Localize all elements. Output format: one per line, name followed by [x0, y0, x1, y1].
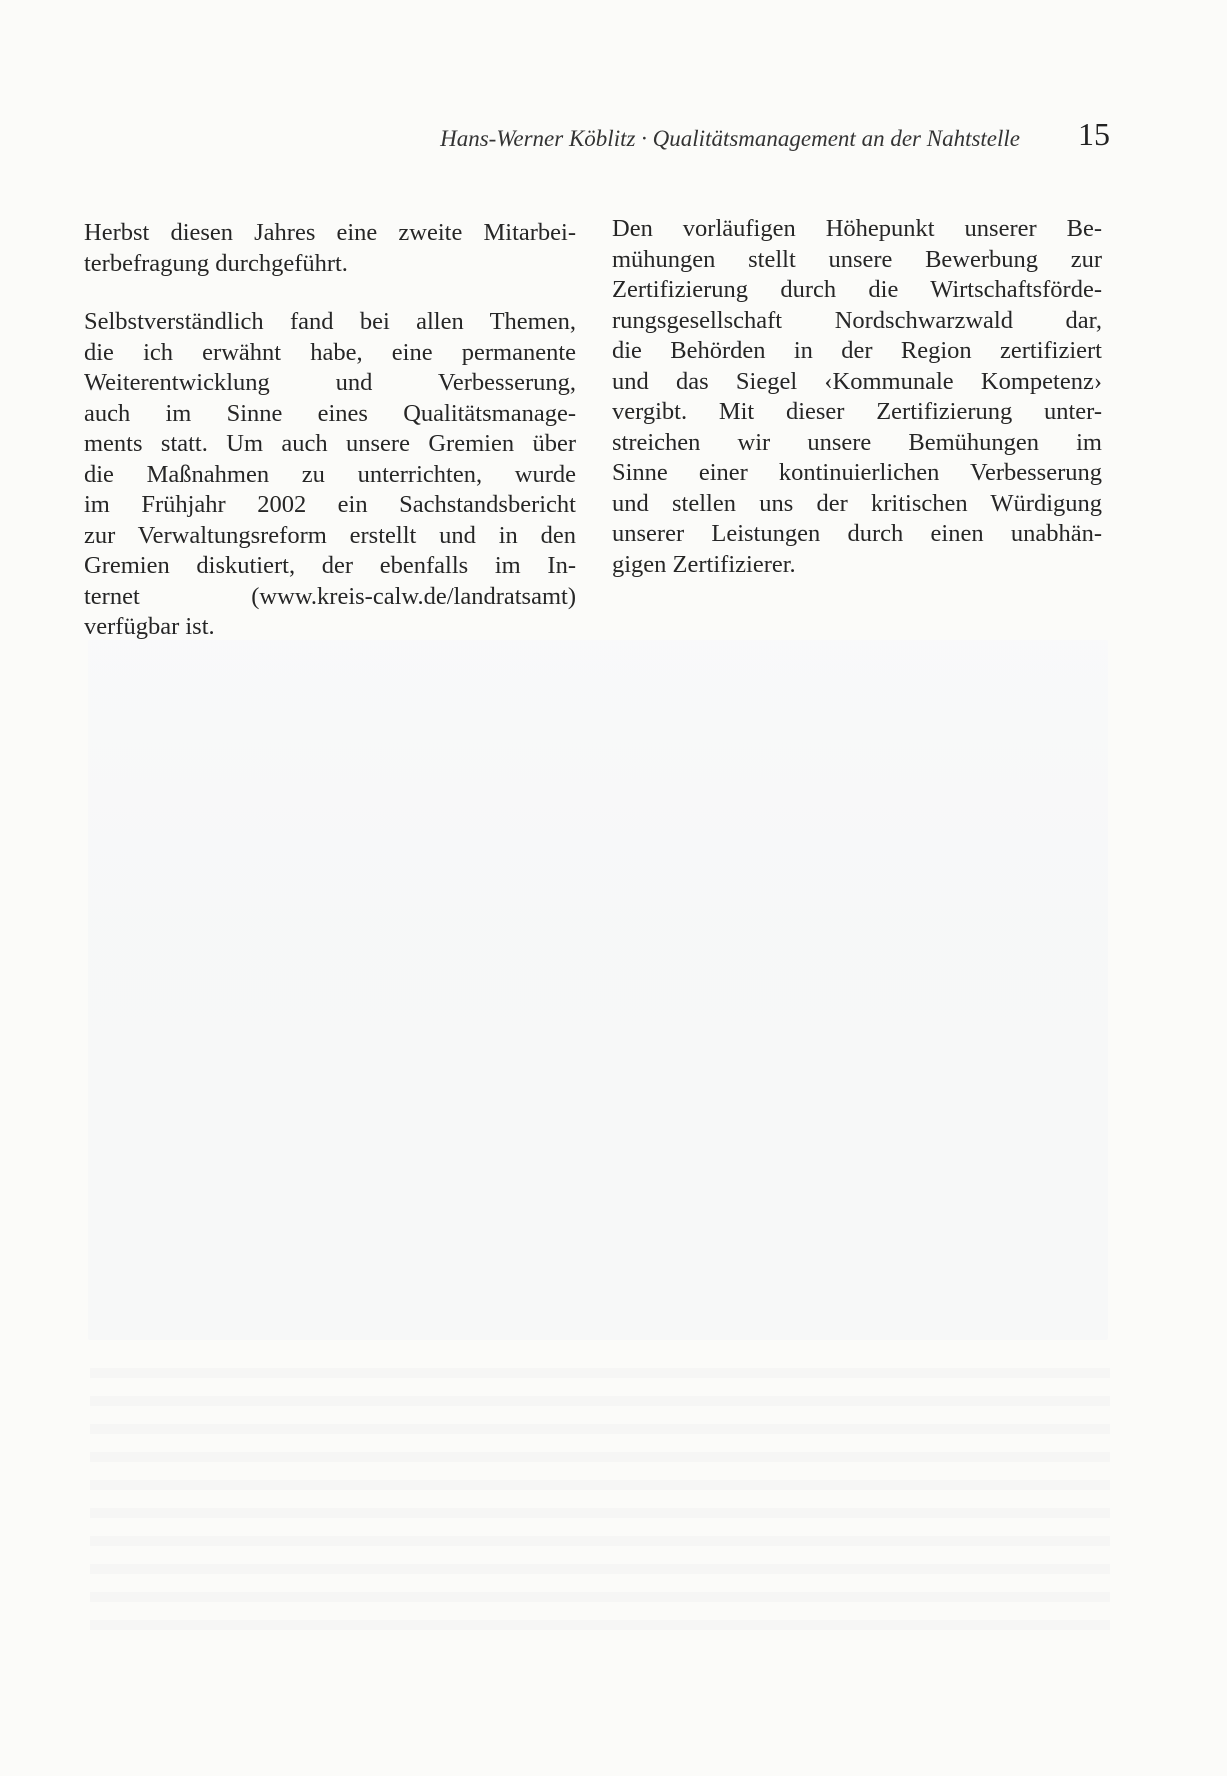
paragraph	[84, 307, 576, 643]
right-column	[612, 214, 1102, 608]
text-line: Gremien diskutiert, der ebenfalls im In-	[84, 552, 576, 579]
text-line: mühungen stellt unsere Bewerbung zur	[612, 245, 1102, 273]
text-line: Zertifizierung durch die Wirtschaftsförde-	[612, 276, 1102, 303]
show-through-text	[90, 1350, 1110, 1640]
text-line: Den vorläufigen Höhepunkt unserer Be-	[612, 215, 1102, 242]
page-number: 15	[1078, 116, 1110, 152]
paragraph	[84, 218, 576, 279]
show-through-image	[88, 640, 1108, 1340]
text-line: ments statt. Um auch unsere Gremien über	[84, 430, 576, 457]
text-line: zur Verwaltungsreform erstellt und in den	[84, 521, 576, 549]
text-line: unserer Leistungen durch einen unabhän-	[612, 520, 1102, 547]
text-line: vergibt. Mit dieser Zertifizierung unter-	[612, 398, 1102, 425]
text-line: die Behörden in der Region zertifiziert	[612, 337, 1102, 364]
text-line: die ich erwähnt habe, eine permanente	[84, 338, 576, 366]
text-line: streichen wir unsere Bemühungen im	[612, 428, 1102, 456]
text-line: terbefragung durchgeführt.	[84, 249, 348, 277]
text-line: Herbst diesen Jahres eine zweite Mitarbei-	[84, 219, 576, 246]
text-line: die Maßnahmen zu unterrichten, wurde	[84, 460, 576, 488]
text-line: und stellen uns der kritischen Würdigung	[612, 489, 1102, 517]
text-line: gigen Zertifizierer.	[612, 550, 796, 578]
text-line: verfügbar ist.	[84, 613, 215, 640]
text-line: rungsgesellschaft Nordschwarzwald dar,	[612, 306, 1102, 334]
text-line: Weiterentwicklung und Verbesserung,	[84, 369, 576, 396]
text-line: und das Siegel ‹Kommunale Kompetenz›	[612, 367, 1102, 395]
text-line: auch im Sinne eines Qualitätsmanage-	[84, 399, 576, 427]
text-line: Selbstverständlich fand bei allen Themen,	[84, 308, 576, 335]
page-header	[350, 116, 1110, 156]
text-line: Sinne einer kontinuierlichen Verbesserung	[612, 459, 1102, 486]
text-line: ternet (www.kreis-calw.de/landratsamt)	[84, 582, 576, 610]
running-head: Hans-Werner Köblitz · Qualitätsmanagement an der Nahtstelle	[440, 126, 1020, 151]
paragraph	[612, 214, 1102, 580]
text-line: im Frühjahr 2002 ein Sachstandsbericht	[84, 491, 576, 518]
left-column	[84, 218, 576, 671]
